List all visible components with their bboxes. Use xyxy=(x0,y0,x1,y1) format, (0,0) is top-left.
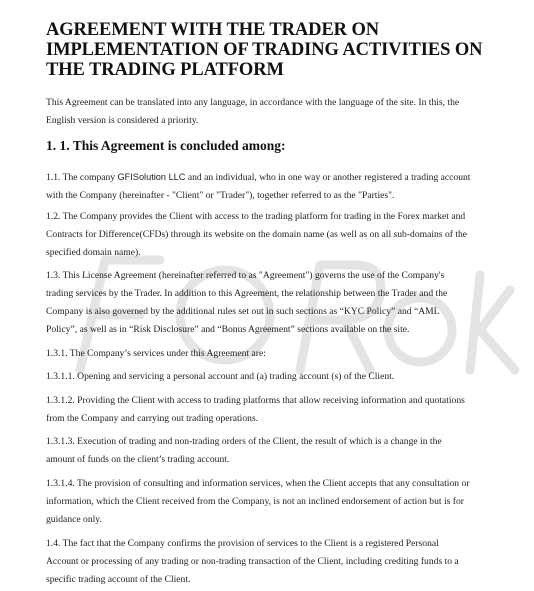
text-line: 1.3.1.4. The provision of consulting and information services, when the Client accepts that any consultation or xyxy=(46,478,470,489)
clause-1-1 xyxy=(46,168,496,205)
text-line: 1.3.1. The Company’s services under this Agreement are: xyxy=(46,348,266,359)
text-run: 1.1. The company xyxy=(46,172,118,183)
text-run: and an individual, who in one way or another registered a trading account xyxy=(185,172,471,183)
clause-1-3-1-1 xyxy=(46,368,496,386)
text-line: amount of funds on the client’s trading account. xyxy=(46,454,230,465)
text-line: 1.3.1.1. Opening and servicing a personal account and (a) trading account (s) of the Client. xyxy=(46,371,395,382)
text-line: 1.3. This License Agreement (hereinafter referred to as "Agreement") governs the use of the Company's xyxy=(46,270,445,281)
text-line: 1.3.1.2. Providing the Client with access to trading platforms that allow receiving information and quotations xyxy=(46,395,465,406)
intro-paragraph xyxy=(46,94,496,130)
text-line: English version is considered a priority. xyxy=(46,115,199,126)
clause-1-3-1-3 xyxy=(46,433,496,469)
text-line: 1.2. The Company provides the Client with access to the trading platform for trading in the Forex market and xyxy=(46,211,466,222)
document-title xyxy=(46,20,516,80)
text-line: trading services by the Trader. In addition to this Agreement, the relationship between the Trader and the xyxy=(46,288,448,299)
text-line xyxy=(46,168,496,187)
text-line: 1.4. The fact that the Company confirms the provision of services to the Client is a registered Personal xyxy=(46,538,439,549)
text-line: with the Company (hereinafter - "Client" or "Trader"), together referred to as the "Parties". xyxy=(46,190,395,201)
title-line: AGREEMENT WITH THE TRADER ON xyxy=(46,20,380,40)
title-line: THE TRADING PLATFORM xyxy=(46,60,284,80)
text-line: information, which the Client received from the Company, is not an inclined endorsement of action but is for xyxy=(46,496,464,507)
clause-1-2 xyxy=(46,208,496,262)
title-line: IMPLEMENTATION OF TRADING ACTIVITIES ON xyxy=(46,40,483,60)
clause-1-3-1-2 xyxy=(46,392,496,428)
text-line: guidance only. xyxy=(46,514,102,525)
section-heading: 1. 1. This Agreement is concluded among: xyxy=(46,138,286,153)
clause-1-4 xyxy=(46,535,496,589)
company-name: GFISolution LLC xyxy=(117,172,186,182)
text-line: specific trading account of the Client. xyxy=(46,574,191,585)
clause-1-3 xyxy=(46,267,496,339)
text-line: Contracts for Difference(CFDs) through its website on the domain name (as well as on all sub-domains of the xyxy=(46,229,468,240)
text-line: from the Company and carrying out trading operations. xyxy=(46,413,259,424)
text-line: This Agreement can be translated into any language, in accordance with the language of the site. In this, the xyxy=(46,97,460,108)
text-line: specified domain name). xyxy=(46,247,141,258)
clause-1-3-1 xyxy=(46,345,496,363)
text-line: Company is also governed by the additional rules set out in such sections as “KYC Policy” and “AML xyxy=(46,306,440,317)
text-line: 1.3.1.3. Execution of trading and non-trading orders of the Client, the result of which is a change in the xyxy=(46,436,442,447)
text-line: Policy”, as well as in “Risk Disclosure” and “Bonus Agreement” sections available on the site. xyxy=(46,324,410,335)
text-line: Account or processing of any trading or non-trading transaction of the Client, including crediting funds to a xyxy=(46,556,459,567)
clause-1-3-1-4 xyxy=(46,475,496,529)
